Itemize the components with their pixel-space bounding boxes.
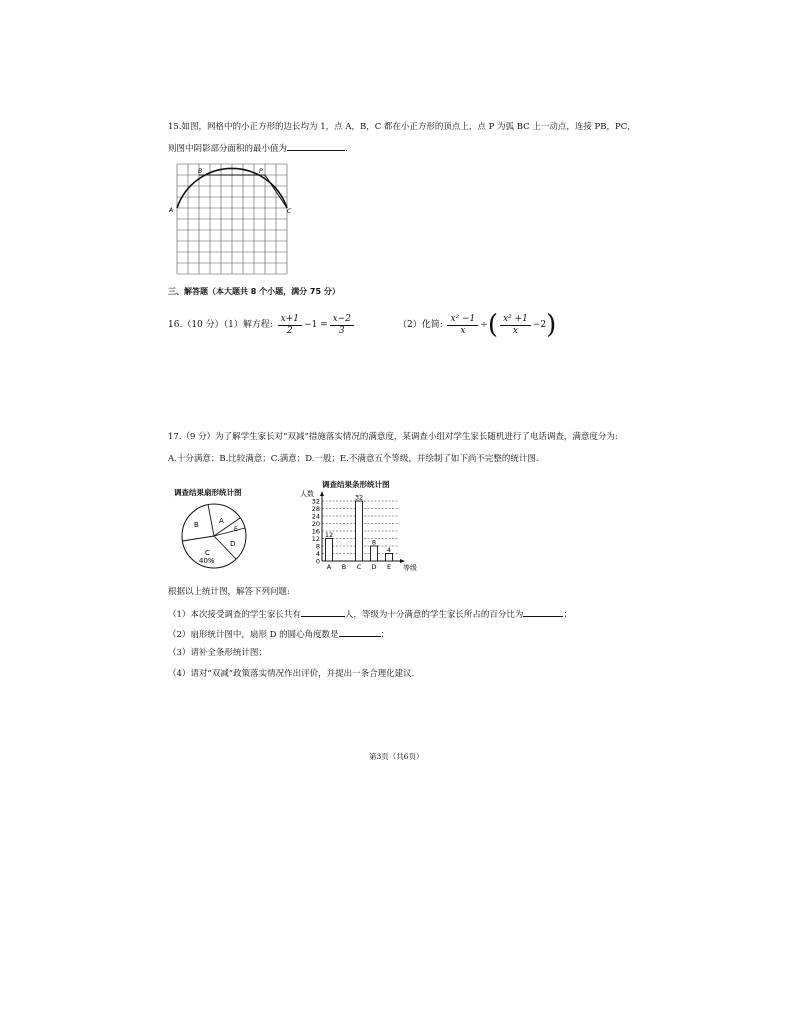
expr-num2: x² +1 — [500, 314, 531, 326]
left-paren: ( — [487, 310, 498, 340]
bar-ytick-8: 8 — [315, 542, 320, 551]
bar-ytick-32: 32 — [311, 497, 320, 506]
eq1-right-num: x−2 — [330, 314, 354, 326]
eq1-left-den: 2 — [286, 325, 293, 336]
q17-sub4: （4）请对“双减”政策落实情况作出评价，并提出一条合理化建议. — [168, 669, 415, 679]
bar-title: 调查结果条形统计图 — [322, 480, 390, 489]
bar-ytick-4: 4 — [315, 549, 320, 558]
bar-category-C: C — [356, 563, 362, 571]
expr-num1: x² −1 — [447, 314, 478, 326]
eq1-left-num: x+1 — [278, 314, 302, 326]
grid-lines — [177, 164, 287, 274]
bar-value-label-A: 12 — [324, 531, 334, 539]
q17-sub2 — [168, 627, 389, 641]
q16-line — [168, 310, 356, 340]
q16-prefix: 16.（10 分）（1）解方程: — [168, 320, 273, 330]
pie-label-b: B — [194, 521, 199, 529]
divide-sign: ÷ — [480, 320, 488, 330]
q16-eq1-right — [330, 314, 354, 337]
bar-y-axis-label: 人数 — [300, 490, 314, 498]
bar-ytick-28: 28 — [311, 504, 320, 513]
sub1-text-c: ； — [563, 610, 572, 620]
q15-line2-suffix: . — [345, 144, 348, 154]
bar-ytick-16: 16 — [311, 527, 320, 536]
expr-den2: x — [512, 325, 518, 336]
q17-instruction: 根据以上统计图，解答下列问题: — [168, 587, 290, 597]
bar-ytick-24: 24 — [311, 512, 320, 521]
eq1-middle: −1 = — [303, 320, 328, 330]
bar-category-D: D — [371, 563, 377, 571]
grid-figure — [168, 160, 294, 278]
pie-label-c-percent: 40% — [199, 557, 215, 565]
sub1-blank-percent[interactable] — [523, 607, 563, 617]
pie-label-a: A — [219, 517, 224, 525]
label-c: C — [287, 208, 292, 215]
bar-value-label-C: 32 — [354, 493, 364, 502]
label-a: A — [169, 207, 174, 214]
bar-ytick-12: 12 — [311, 534, 320, 543]
sub1-text-a: （1）本次接受调查的学生家长共有 — [168, 610, 301, 620]
bar-C — [356, 501, 363, 561]
expr-tail: −2 — [532, 320, 547, 330]
bar-D — [371, 546, 378, 561]
bar-value-label-E: 4 — [386, 546, 392, 554]
pie-title: 调查结果扇形统计图 — [174, 488, 242, 497]
q15-line1: 15.如图，网格中的小正方形的边长均为 1，点 A，B，C 都在小正方形的顶点上，点 P 为弧 BC 上一动点，连接 PB，PC， — [168, 122, 636, 132]
q15-answer-blank[interactable] — [287, 141, 345, 151]
bar-category-B: B — [341, 563, 347, 571]
sub2-text-a: （2）扇形统计图中，扇形 D 的圆心角度数是 — [168, 630, 339, 640]
bar-chart — [296, 486, 436, 578]
pie-label-d: D — [230, 540, 236, 548]
expr-frac2 — [500, 314, 531, 337]
q15-line2 — [168, 141, 348, 155]
eq1-right-den: 3 — [338, 325, 345, 336]
q16-part2 — [398, 308, 556, 342]
q17-line1: 17.（9 分）为了解学生家长对“双减”措施落实情况的满意度，某调查小组对学生家长随机进行了电话调查，满意度分为: — [168, 432, 618, 442]
pie-label-e: E — [234, 526, 238, 533]
bar-ytick-20: 20 — [311, 519, 320, 528]
bar-x-axis-arrow — [400, 559, 405, 563]
bar-x-axis-label: 等级 — [403, 564, 417, 572]
pie-label-c: C — [205, 549, 210, 557]
pie-chart — [174, 500, 254, 570]
q16-part2-prefix: （2）化简: — [398, 320, 443, 330]
bar-ytick-0: 0 — [315, 557, 320, 566]
page-footer: 第3页（共6页） — [369, 752, 424, 761]
q17-line2: A.十分满意；B.比较满意；C.满意；D.一般；E.不满意五个等级，并绘制了如下尚不完整的统计图. — [168, 454, 539, 464]
expr-den1: x — [460, 325, 466, 336]
q17-sub3: （3）请补全条形统计图； — [168, 648, 267, 658]
expr-frac1 — [447, 314, 478, 337]
sub2-text-b: ； — [380, 630, 390, 640]
bar-value-label-D: 8 — [371, 538, 377, 547]
bar-category-A: A — [326, 563, 332, 571]
bar-E — [386, 554, 393, 562]
q15-line2-prefix: 则图中阴影部分面积的最小值为 — [168, 144, 288, 154]
section3-title: 三、解答题（本大题共 8 个小题，满分 75 分） — [168, 287, 340, 296]
bar-A — [326, 539, 333, 562]
sub2-blank-angle[interactable] — [339, 627, 381, 637]
sub1-blank-total[interactable] — [301, 607, 345, 617]
right-paren: ) — [546, 310, 557, 340]
q16-eq1-left — [278, 314, 302, 337]
bar-category-E: E — [386, 563, 392, 571]
q17-sub1 — [168, 607, 572, 621]
label-p: P — [259, 168, 263, 175]
label-b: B — [198, 168, 203, 175]
sub1-text-b: 人，等级为十分满意的学生家长所占的百分比为 — [344, 610, 524, 620]
bar-y-axis-arrow — [320, 491, 324, 496]
